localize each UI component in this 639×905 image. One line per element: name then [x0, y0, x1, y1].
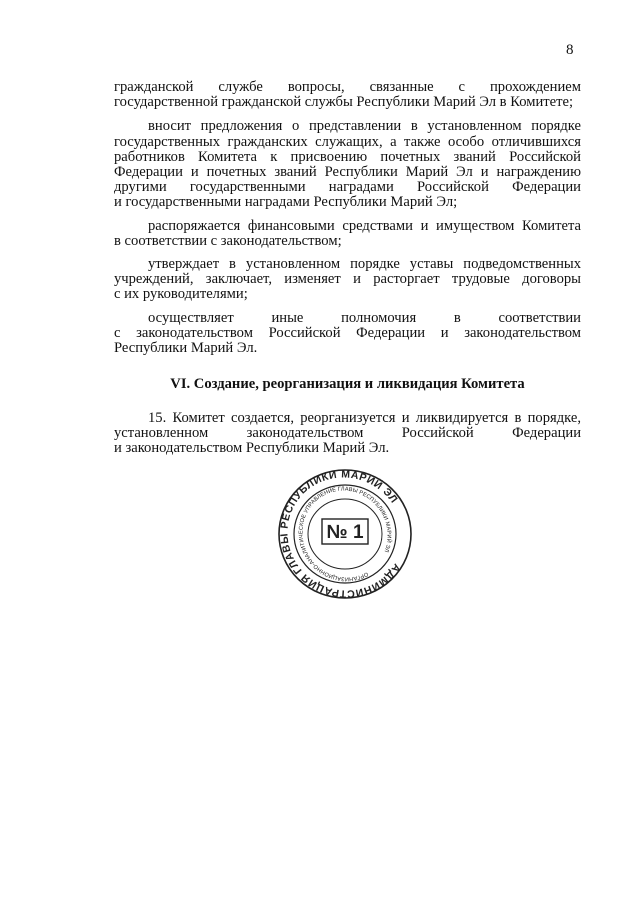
paragraph-line: с законодательством Российской Федерации и законодательством: [114, 324, 581, 341]
paragraph-line: осуществляет иные полномочия в соответствии: [148, 309, 581, 326]
paragraph-line: с их руководителями;: [114, 286, 248, 303]
seal-number: № 1: [326, 522, 364, 543]
seal-outer-text: АДМИНИСТРАЦИЯ ГЛАВЫ РЕСПУБЛИКИ МАРИЙ ЭЛ: [278, 468, 403, 600]
paragraph-line: установленном законодательством Российской Федерации: [114, 425, 581, 442]
paragraph-line: государственных гражданских служащих, а также особо отличившихся: [114, 133, 581, 150]
seal-inner-text: ОРГАНИЗАЦИОННО-АНАЛИТИЧЕСКОЕ УПРАВЛЕНИЕ ГЛАВЫ РЕСПУБЛИКИ МАРИЙ ЭЛ: [298, 486, 392, 582]
section-heading: VI. Создание, реорганизация и ликвидация Комитета: [170, 376, 525, 392]
paragraph-line: 15. Комитет создается, реорганизуется и ликвидируется в порядке,: [148, 410, 581, 426]
paragraph-line: учреждений, заключает, изменяет и расторгает трудовые договоры: [114, 271, 581, 288]
page-number: 8: [566, 42, 574, 58]
paragraph-line: распоряжается финансовыми средствами и имуществом Комитета: [148, 217, 581, 234]
section-text-block: [114, 411, 581, 457]
paragraph-line: государственной гражданской службы Республики Марий Эл в Комитете;: [114, 94, 574, 111]
official-seal: [276, 467, 414, 602]
paragraph-line: в соответствии с законодательством;: [114, 232, 342, 249]
paragraph-line: утверждает в установленном порядке уставы подведомственных: [148, 256, 581, 273]
paragraph-line: другими государственными наградами Российской Федерации: [114, 179, 581, 196]
paragraph-line: и государственными наградами Республики Марий Эл;: [114, 194, 458, 211]
continuation-text-block: [114, 80, 581, 356]
paragraph-line: работников Комитета к присвоению почетных званий Российской: [114, 148, 581, 165]
paragraph-line: Федерации и почетных званий Республики Марий Эл и награждению: [114, 164, 581, 181]
paragraph-line: вносит предложения о представлении в установленном порядке: [148, 118, 581, 135]
paragraph-line: Республики Марий Эл.: [114, 340, 258, 357]
seal-stamp-graphic: [276, 467, 414, 602]
paragraph-line: и законодательством Республики Марий Эл.: [114, 440, 390, 457]
paragraph-line: гражданской службе вопросы, связанные с прохождением: [114, 79, 581, 95]
